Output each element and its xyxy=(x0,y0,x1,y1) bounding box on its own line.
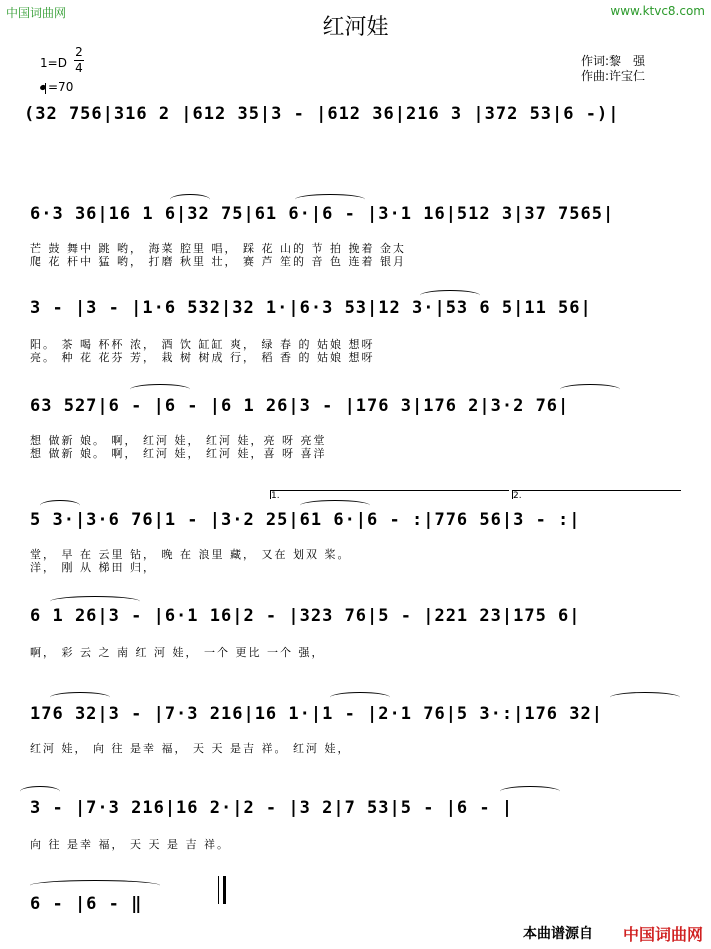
slur xyxy=(40,500,80,511)
score-row-5-notes: 5 3·|3·6 76|1 - |3·2 25|61 6·|6 - :|776 56|3 - :| xyxy=(30,510,581,530)
score-row-8-lyric-1: 向 往 是幸 福， 天 天 是 吉 祥。 xyxy=(30,838,230,851)
score-row-1-notes: (32 756|316 2 |612 35|3 - |612 36|216 3 |372 53|6 -)| xyxy=(24,104,620,124)
score-row-8-notes: 3 - |7·3 216|16 2·|2 - |3 2|7 53|5 - |6 - | xyxy=(30,798,514,818)
score-row-6-notes: 6 1 26|3 - |6·1 16|2 - |323 76|5 - |221 23|175 6| xyxy=(30,606,581,626)
slur xyxy=(300,500,370,511)
slur xyxy=(30,880,160,891)
slur xyxy=(560,384,620,395)
composer: 作曲:许宝仁 xyxy=(580,69,645,83)
volta-2-bracket xyxy=(512,490,681,499)
volta-1-label: 1. xyxy=(271,491,280,501)
slur xyxy=(170,194,210,205)
watermark-right: www.ktvc8.com xyxy=(610,4,705,18)
footer-source-label: 本曲谱源自 xyxy=(523,926,593,942)
slur xyxy=(500,786,560,797)
slur xyxy=(50,596,140,607)
score-row-2-lyric-1: 芒 鼓 舞中 跳 哟， 海菜 腔里 唱， 踩 花 山的 节 拍 挽着 金太 xyxy=(30,242,406,255)
time-denominator: 4 xyxy=(75,61,83,75)
tempo-value: =70 xyxy=(48,80,74,94)
score-row-3-lyric-2: 亮。 种 花 花芬 芳， 栽 树 树成 行， 稻 香 的 姑娘 想呀 xyxy=(30,351,375,364)
slur xyxy=(610,692,680,703)
key-signature: 1=D xyxy=(40,56,67,70)
score-row-9-notes: 6 - |6 - ‖ xyxy=(30,894,143,914)
credits xyxy=(581,54,645,84)
volta-2-label: 2. xyxy=(513,491,522,501)
score-row-2-notes: 6·3 36|16 1 6|32 75|61 6·|6 - |3·1 16|512 3|37 7565| xyxy=(30,204,615,224)
score-row-7-notes: 176 32|3 - |7·3 216|16 1·|1 - |2·1 76|5 3·:|176 32| xyxy=(30,704,603,724)
slur xyxy=(130,384,190,395)
score-row-6-lyric-1: 啊， 彩 云 之 南 红 河 娃， 一个 更比 一个 强， xyxy=(30,646,325,659)
time-numerator: 2 xyxy=(75,45,83,59)
slur xyxy=(420,290,480,301)
slur xyxy=(20,786,60,797)
lyricist: 作词:黎 强 xyxy=(580,54,645,68)
score-row-4-lyric-1: 想 做新 娘。 啊， 红河 娃， 红河 娃，亮 呀 亮堂 xyxy=(30,434,327,447)
footer-site-logo[interactable]: 中国词曲网 xyxy=(622,925,703,944)
score-row-7-lyric-1: 红河 娃， 向 往 是幸 福， 天 天 是吉 祥。 红河 娃， xyxy=(30,742,351,755)
watermark-left: 中国词曲网 xyxy=(6,6,67,20)
slur xyxy=(330,692,390,703)
score-row-5-lyric-1: 堂， 早 在 云里 钻， 晚 在 浪里 藏， 又在 划双 桨。 xyxy=(30,548,351,561)
score-row-2-lyric-2: 爬 花 杆中 猛 哟， 打磨 秋里 壮， 赛 芦 笙的 音 色 连着 银月 xyxy=(30,255,406,268)
final-barline xyxy=(218,876,226,904)
score-row-4-lyric-2: 想 做新 娘。 啊， 红河 娃， 红河 娃，喜 呀 喜洋 xyxy=(30,447,327,460)
time-signature xyxy=(74,46,84,75)
score-row-3-lyric-1: 阳。 茶 喝 杯杯 浓， 酒 饮 缸缸 爽， 绿 春 的 姑娘 想呀 xyxy=(30,338,375,351)
score-row-4-notes: 63 527|6 - |6 - |6 1 26|3 - |176 3|176 2|3·2 76| xyxy=(30,396,570,416)
song-title: 红河娃 xyxy=(322,15,389,40)
tempo-marking xyxy=(40,80,73,94)
slur xyxy=(50,692,110,703)
score-row-5-lyric-2: 洋， 刚 从 梯田 归， xyxy=(30,561,156,574)
volta-1-bracket xyxy=(270,490,509,499)
slur xyxy=(295,194,365,205)
score-row-3-notes: 3 - |3 - |1·6 532|32 1·|6·3 53|12 3·|53 6 5|11 56| xyxy=(30,298,592,318)
